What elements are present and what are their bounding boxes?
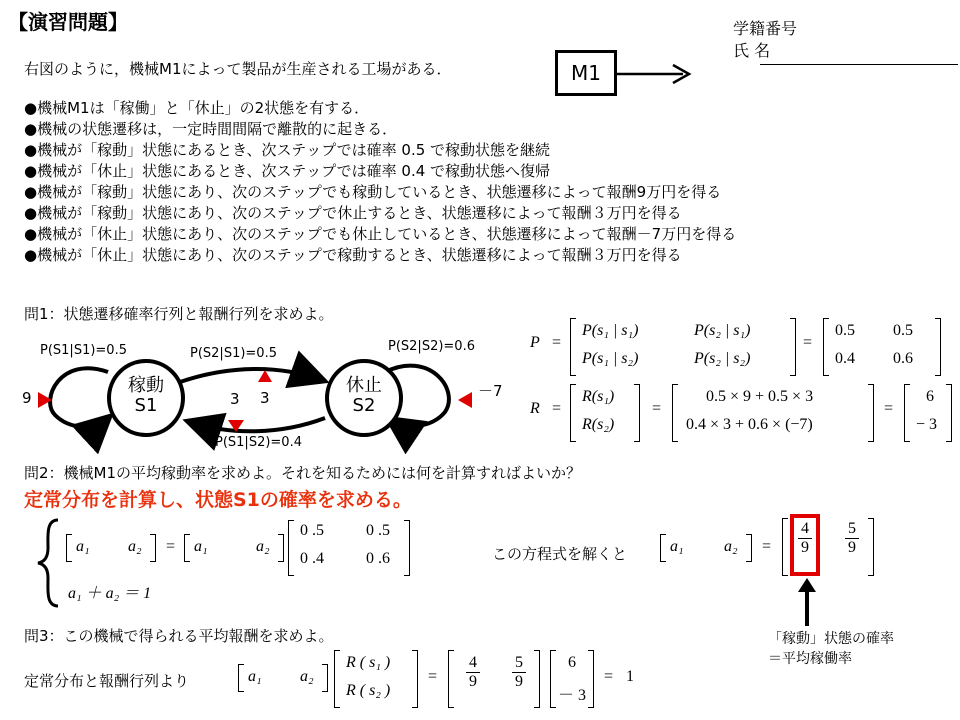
list-item: ●機械M1は「稼働」と「休止」の2状態を有する． — [24, 99, 370, 117]
list-item: ●機械が「休止」状態にあり、次のステップでも休止しているとき、状態遷移によって報酬－7万円を得る — [24, 225, 737, 243]
q3-a1: a₁ — [248, 668, 262, 685]
bracket — [278, 534, 284, 562]
student-id-label: 学籍番号 — [733, 19, 798, 38]
question-3-lead: 定常分布と報酬行列より — [24, 672, 190, 690]
sol-a2: a₂ — [724, 538, 738, 555]
question-3: 問3：この機械で得られる平均報酬を求めよ。 — [24, 627, 334, 645]
student-name-label: 氏 名 — [733, 41, 771, 60]
p-cell-21: P(s₁ | s₂) — [582, 350, 639, 367]
bracket — [570, 318, 576, 376]
bracket — [660, 534, 666, 562]
bracket — [868, 518, 874, 576]
bracket — [782, 518, 788, 576]
bracket — [904, 384, 910, 442]
bracket — [334, 650, 340, 708]
bracket — [946, 384, 952, 442]
q3-eq-1: = — [428, 668, 438, 685]
solve-text: この方程式を解くと — [492, 545, 628, 563]
list-item: ●機械が「休止」状態にあるとき、次ステップでは確率 0.4 で稼動状態へ復帰 — [24, 162, 551, 180]
bracket — [150, 534, 156, 562]
bracket — [672, 384, 678, 442]
annotation-text: 「稼動」状態の確率 ＝平均稼働率 — [768, 631, 894, 667]
bracket — [404, 520, 410, 576]
bracket — [448, 650, 454, 708]
q3-frac-1: 4 9 — [466, 654, 480, 691]
state-s1-label: 稼動 S1 — [128, 375, 164, 416]
p-val-11: 0.5 — [835, 322, 855, 339]
q3-frac-2: 5 9 — [512, 654, 526, 691]
list-item: ●機械が「稼動」状態にあり、次のステップでも稼動しているとき、状態遷移によって報酬9万円を得る — [24, 183, 722, 201]
p-eq-1: = — [552, 334, 562, 351]
r-eq-1: = — [552, 400, 562, 417]
list-item: ●機械の状態遷移は，一定時間間隔で離散的に起きる． — [24, 120, 398, 138]
sys-m21: 0 .4 — [300, 550, 324, 567]
r-eq-3: = — [884, 400, 894, 417]
q3-result: 1 — [626, 668, 634, 685]
bracket — [588, 650, 594, 708]
sol-frac-2: 5 9 — [845, 520, 859, 557]
p-val-12: 0.5 — [893, 322, 913, 339]
q3-r1: R ( s₁ ) — [346, 654, 391, 671]
bracket — [868, 384, 874, 442]
sys-a1: a₁ — [76, 538, 90, 555]
list-item: ●機械が「休止」状態にあり、次のステップで稼動するとき、状態遷移によって報酬３万円を得る — [24, 246, 682, 264]
r-expr-2: 0.4 × 3 + 0.6 × (−7) — [686, 416, 813, 433]
sys-m22: 0 .6 — [366, 550, 390, 567]
system-brace — [36, 518, 62, 608]
machine-box: M1 — [555, 50, 617, 96]
p-eq-2: = — [803, 334, 813, 351]
r-expr-1: 0.5 × 9 + 0.5 × 3 — [706, 388, 814, 405]
r-cell-1: R(s₁) — [582, 388, 615, 405]
bracket — [570, 384, 576, 442]
p-cell-22: P(s₂ | s₂) — [694, 350, 751, 367]
sol-a1: a₁ — [670, 538, 684, 555]
bullet-list — [24, 98, 736, 266]
page-title: 【演習問題】 — [8, 10, 128, 34]
machine-output-arrow — [617, 62, 697, 86]
r-cell-2: R(s₂) — [582, 416, 615, 433]
bracket — [322, 664, 328, 692]
sys-sum-eq: a₁ ＋ a₂ ＝ 1 — [68, 585, 152, 602]
question-1: 問1：状態遷移確率行列と報酬行列を求めよ。 — [24, 305, 334, 323]
reward-s2-s1: 3 — [230, 390, 240, 408]
intro-text: 右図のように，機械M1によって製品が生産される工場がある． — [24, 60, 452, 78]
p-matrix-lhs: P — [530, 334, 540, 351]
student-info — [733, 18, 797, 62]
sys-a2: a₂ — [128, 538, 142, 555]
reward-marker-s2s2 — [458, 392, 472, 408]
annotation-arrow — [795, 576, 819, 628]
q3-eq-2: = — [604, 668, 614, 685]
sys-a2-rhs: a₂ — [256, 538, 270, 555]
q3-r2: R ( s₂ ) — [346, 682, 391, 699]
reward-s1-s1: 9 — [22, 389, 32, 407]
bracket — [238, 664, 244, 692]
p-cell-12: P(s₂ | s₁) — [694, 322, 751, 339]
prob-s2-s2: P(S2|S2)=0.6 — [388, 339, 475, 354]
sol-eq: = — [762, 538, 772, 555]
sol-frac-1: 4 9 — [798, 520, 812, 557]
list-item: ●機械が「稼動」状態にあり、次のステップで休止するとき、状態遷移によって報酬３万円を得る — [24, 204, 682, 222]
bracket — [550, 650, 556, 708]
reward-s2-s2: －7 — [478, 382, 503, 400]
q3-v1: 6 — [568, 654, 576, 671]
reward-marker-s1s2 — [258, 370, 272, 382]
arc-s1-s2 — [180, 369, 322, 382]
name-underline — [760, 64, 958, 65]
bracket — [746, 534, 752, 562]
bracket — [935, 318, 941, 376]
r-val-2: − 3 — [916, 416, 938, 433]
p-val-22: 0.6 — [893, 350, 913, 367]
bracket — [790, 318, 796, 376]
bracket — [288, 520, 294, 576]
r-eq-2: = — [652, 400, 662, 417]
state-s2-label: 休止 S2 — [346, 375, 382, 416]
reward-s1-s2: 3 — [260, 389, 270, 407]
bracket — [184, 534, 190, 562]
loop-s1 — [50, 368, 108, 426]
q3-v2: － 3 — [558, 687, 587, 704]
bracket — [534, 650, 540, 708]
prob-s1-s1: P(S1|S1)=0.5 — [40, 343, 127, 358]
prob-s1-s2: P(S1|S2)=0.4 — [215, 435, 302, 450]
p-cell-11: P(s₁ | s₁) — [582, 322, 639, 339]
question-2-answer: 定常分布を計算し、状態S1の確率を求める。 — [24, 489, 412, 511]
sys-eq: = — [166, 538, 176, 555]
arc-s2-s1 — [190, 418, 325, 431]
q3-a2: a₂ — [300, 668, 314, 685]
prob-s2-s1: P(S2|S1)=0.5 — [190, 346, 277, 361]
r-val-1: 6 — [926, 388, 934, 405]
p-val-21: 0.4 — [835, 350, 855, 367]
question-2: 問2：機械M1の平均稼動率を求めよ。それを知るためには何を計算すればよいか？ — [24, 464, 582, 482]
sys-a1-rhs: a₁ — [194, 538, 208, 555]
bracket — [634, 384, 640, 442]
r-matrix-lhs: R — [530, 400, 540, 417]
sys-m11: 0 .5 — [300, 522, 324, 539]
bracket — [412, 650, 418, 708]
list-item: ●機械が「稼動」状態にあるとき、次ステップでは確率 0.5 で稼動状態を継続 — [24, 141, 551, 159]
sys-m12: 0 .5 — [366, 522, 390, 539]
bracket — [823, 318, 829, 376]
bracket — [66, 534, 72, 562]
